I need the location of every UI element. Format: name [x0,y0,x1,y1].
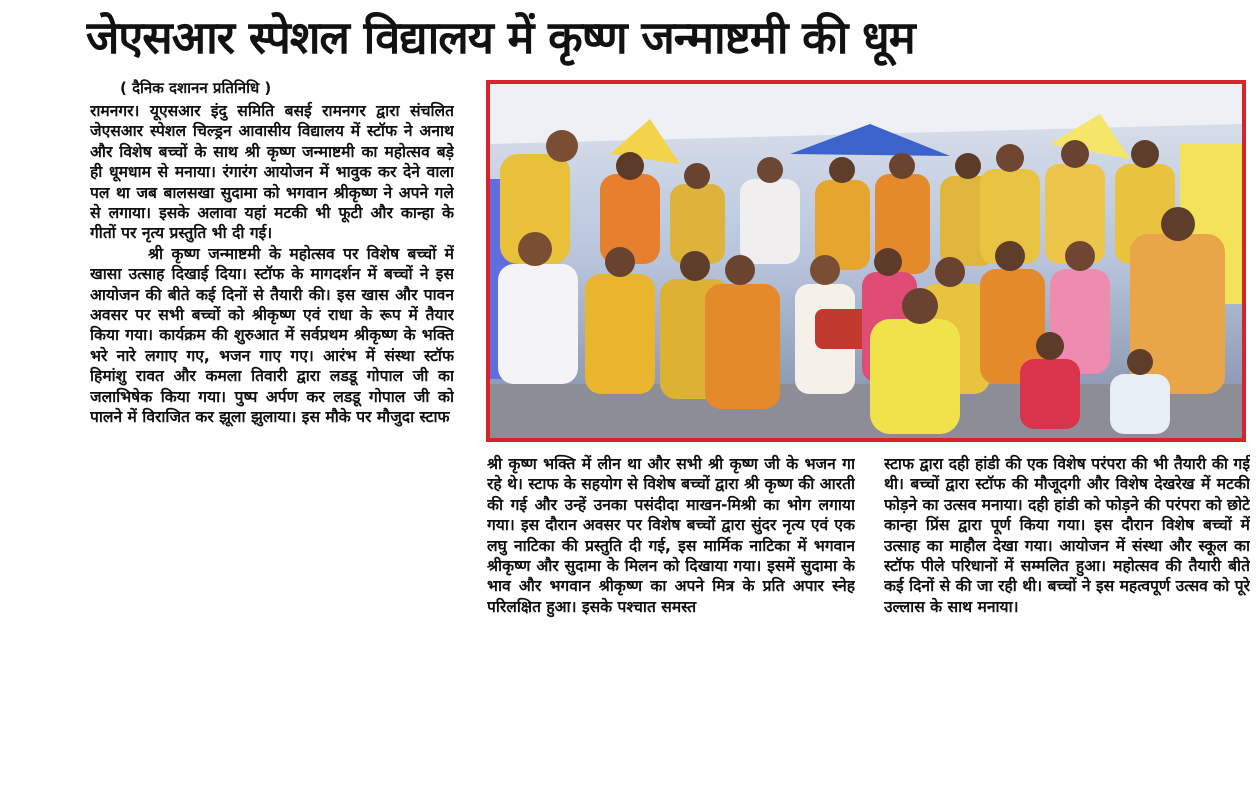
paragraph-1: रामनगर। यूएसआर इंदु समिति बसई रामनगर द्वारा संचलित जेएसआर स्पेशल चिल्ड्रन आवासीय विद्यालय में स्टॉफ ने अनाथ और विशेष बच्चों के साथ श्री कृष्ण जन्माष्टमी का महोत्सव बड़े ही धूमधाम से मनाया। रंगारंग आयोजन में भावुक कर देने वाला पल था जब बालसखा सुदामा को भगवान श्रीकृष्ण ने अपने गले से लगाया। इसके अलावा यहां मटकी भी फूटी और कान्हा के गीतों पर नृत्य प्रस्तुति भी दी गई। [90,102,454,243]
article-column-2: श्री कृष्ण भक्ति में लीन था और सभी श्री कृष्ण जी के भजन गा रहे थे। स्टाफ के सहयोग से विशेष बच्चों द्वारा श्री कृष्ण की आरती की गई और उन्हें उनका पसंदीदा माखन-मिश्री का भोग लगाया गया। इस दौरान अवसर पर विशेष बच्चों द्वारा सुंदर नृत्य एवं एक लघु नाटिका की प्रस्तुति दी गई, इस मार्मिक नाटिका में भगवान श्रीकृष्ण और सुदामा के मिलन को दिखाया गया। इसमें सुदामा के भाव और भगवान श्रीकृष्ण का अपने मित्र के प्रति अपार स्नेह परिलक्षित हुआ। इसके पश्चात समस्त [487,455,855,616]
celebration-photo-illustration [490,84,1242,438]
paragraph-2: श्री कृष्ण जन्माष्टमी के महोत्सव पर विशेष बच्चों में खासा उत्साह दिखाई दिया। स्टॉफ के मागदर्शन में बच्चों ने इस आयोजन की बीते कई दिनों से तैयारी की। इस खास और पावन अवसर पर सभी बच्चों को श्रीकृष्ण एवं राधा के रूप में तैयार किया गया। कार्यक्रम की शुरुआत में सर्वप्रथम श्रीकृष्ण के भक्ति भरे नारे लगाए गए, भजन गाए गए। आरंभ में संस्था स्टॉफ हिमांशु रावत और कमला तिवारी द्वारा लडडू गोपाल जी का जलाभिषेक किया गया। पुष्प अर्पण कर लडडू गोपाल जी को पालने में विराजित कर झूला झुलाया। इस मौके पर मौजुदा स्टाफ [90,244,454,427]
article-column-3: स्टाफ द्वारा दही हांडी की एक विशेष परंपरा की भी तैयारी की गई थी। बच्चों द्वारा स्टॉफ की मौजूदगी और विशेष देखरेख में मटकी फोड़ने का उत्सव मनाया। दही हांडी को फोड़ने की परंपरा को छोटे कान्हा प्रिंस द्वारा पूर्ण किया गया। इस दौरान विशेष बच्चों में उत्साह का माहौल देखा गया। आयोजन में संस्था और स्कूल का स्टॉफ पीले परिधानों में सम्मलित हुआ। महोत्सव की तैयारी बीते कई दिनों से की जा रही थी। बच्चों ने इस महत्वपूर्ण उत्सव को पूरे उल्लास के साथ मनाया। [884,455,1250,616]
group-photo [486,80,1246,442]
byline: ( दैनिक दशानन प्रतिनिधि ) [120,79,272,97]
headline: जेएसआर स्पेशल विद्यालय में कृष्ण जन्माष्टमी की धूम [86,11,915,64]
article-column-1 [90,101,454,791]
